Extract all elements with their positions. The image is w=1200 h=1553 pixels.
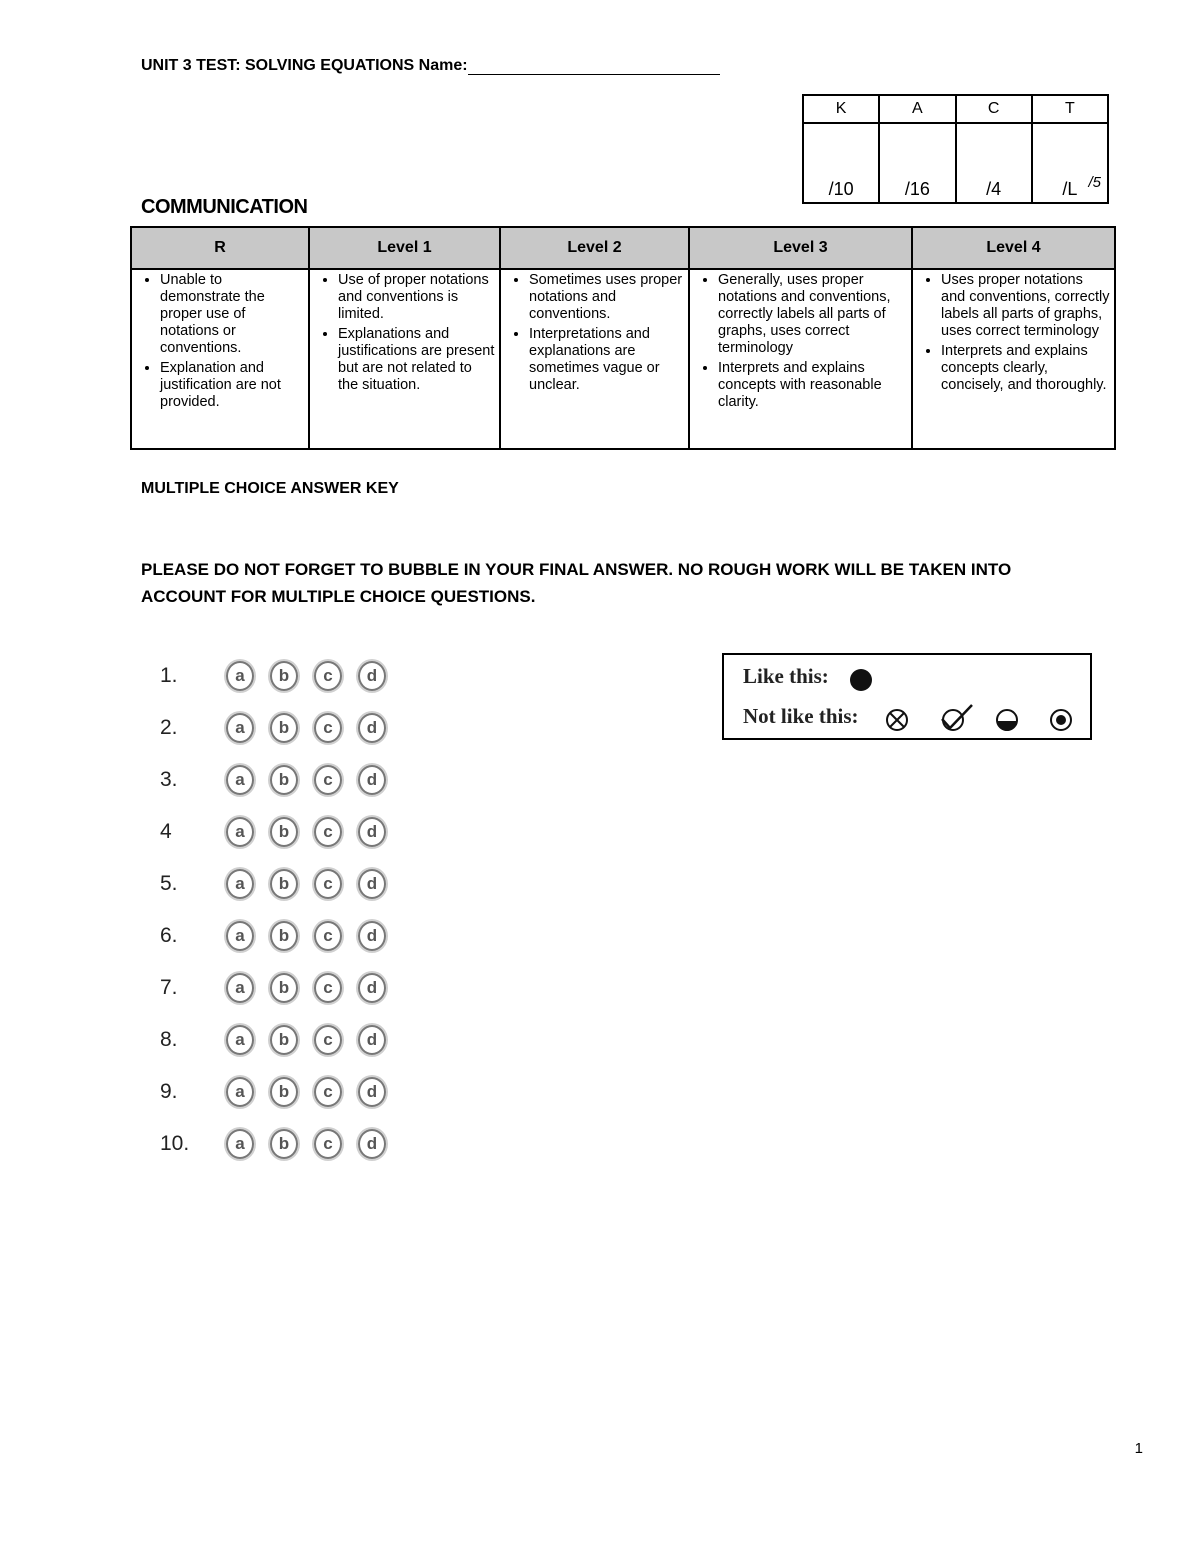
- answer-bubble-c[interactable]: c: [314, 713, 342, 743]
- answer-bubble-b[interactable]: b: [270, 713, 298, 743]
- score-cell-c: [956, 123, 1032, 203]
- answer-bubble-d[interactable]: d: [358, 817, 386, 847]
- question-row: [160, 814, 402, 850]
- answer-bubble-a[interactable]: a: [226, 765, 254, 795]
- answer-bubble-b[interactable]: b: [270, 1025, 298, 1055]
- name-field[interactable]: [468, 56, 720, 75]
- question-row: [160, 1022, 402, 1058]
- question-row: [160, 866, 402, 902]
- question-number: 5.: [160, 872, 178, 895]
- answer-bubble-b[interactable]: b: [270, 1129, 298, 1159]
- answer-bubble-d[interactable]: d: [358, 921, 386, 951]
- rubric-bullet: • Uses proper notations and conventions, correctly labels all parts of graphs, uses correct terminology: [941, 272, 1110, 340]
- like-this-label: Like this:: [743, 664, 829, 688]
- rubric-cell-level-4: [912, 269, 1115, 449]
- question-number: 9.: [160, 1080, 178, 1103]
- score-header-k: K: [803, 95, 879, 123]
- answer-bubble-c[interactable]: c: [314, 765, 342, 795]
- filled-bubble-icon: [848, 667, 874, 693]
- question-number: 2.: [160, 716, 178, 739]
- rubric-bullet: • Explanation and justification are not provided.: [160, 360, 304, 411]
- bubble-instructions: PLEASE DO NOT FORGET TO BUBBLE IN YOUR FINAL ANSWER. NO ROUGH WORK WILL BE TAKEN INTO ACCOUNT FOR MULTIPLE CHOICE QUESTIONS.: [141, 560, 1012, 606]
- answer-bubble-a[interactable]: a: [226, 973, 254, 1003]
- question-number: 4: [160, 820, 172, 843]
- answer-bubble-b[interactable]: b: [270, 661, 298, 691]
- page-number: 1: [1134, 1440, 1143, 1457]
- answer-bubble-a[interactable]: a: [226, 921, 254, 951]
- test-title: UNIT 3 TEST: SOLVING EQUATIONS: [141, 57, 415, 74]
- question-number: 3.: [160, 768, 178, 791]
- score-cell-t: [1032, 123, 1108, 203]
- score-total-c: /4: [986, 179, 1002, 199]
- answer-bubble-c[interactable]: c: [314, 1025, 342, 1055]
- rubric-bullet: • Explanations and justifications are present but are not related to the situation.: [338, 326, 495, 394]
- rubric-bullet: • Use of proper notations and conventions is limited.: [338, 272, 495, 323]
- question-number: 10.: [160, 1132, 190, 1155]
- rubric-bullet: • Interprets and explains concepts clearly, concisely, and thoroughly.: [941, 343, 1110, 394]
- answer-bubble-c[interactable]: c: [314, 973, 342, 1003]
- answer-bubble-b[interactable]: b: [270, 869, 298, 899]
- answer-bubble-d[interactable]: d: [358, 1025, 386, 1055]
- rubric-header-r: R: [131, 227, 309, 269]
- rubric-cell-level-3: [689, 269, 912, 449]
- score-cell-k: [803, 123, 879, 203]
- answer-bubble-d[interactable]: d: [358, 869, 386, 899]
- test-title-line: [141, 56, 720, 75]
- answer-bubble-d[interactable]: d: [358, 661, 386, 691]
- rubric-cell-level-2: [500, 269, 689, 449]
- answer-bubble-c[interactable]: c: [314, 1077, 342, 1107]
- answer-bubble-d[interactable]: d: [358, 765, 386, 795]
- rubric-header-level-3: Level 3: [689, 227, 912, 269]
- answer-bubble-a[interactable]: a: [226, 1025, 254, 1055]
- rubric-bullet: • Generally, uses proper notations and conventions, correctly labels all parts of graphs, uses correct terminology: [718, 272, 907, 357]
- score-total-k: /10: [828, 179, 854, 199]
- rubric-bullet: • Interprets and explains concepts with reasonable clarity.: [718, 360, 907, 411]
- half-filled-bubble-icon: [994, 707, 1020, 733]
- question-row: [160, 710, 402, 746]
- name-label: Name:: [418, 57, 468, 74]
- answer-bubble-a[interactable]: a: [226, 713, 254, 743]
- answer-bubble-d[interactable]: d: [358, 713, 386, 743]
- communication-rubric-table: [130, 226, 1116, 450]
- dotted-bubble-icon: [1048, 707, 1074, 733]
- answer-bubble-a[interactable]: a: [226, 1077, 254, 1107]
- answer-bubble-c[interactable]: c: [314, 921, 342, 951]
- rubric-bullet: • Sometimes uses proper notations and conventions.: [529, 272, 684, 323]
- question-number: 1.: [160, 664, 178, 687]
- bubble-example-box: [722, 653, 1092, 740]
- question-row: [160, 762, 402, 798]
- crossed-bubble-icon: [884, 707, 910, 733]
- handwritten-score-note: /5: [1088, 174, 1101, 191]
- rubric-header-level-2: Level 2: [500, 227, 689, 269]
- not-like-this-label: Not like this:: [743, 704, 859, 728]
- score-header-c: C: [956, 95, 1032, 123]
- score-header-t: T: [1032, 95, 1108, 123]
- rubric-bullet: • Interpretations and explanations are sometimes vague or unclear.: [529, 326, 684, 394]
- answer-bubble-b[interactable]: b: [270, 1077, 298, 1107]
- kact-score-table: [802, 94, 1109, 204]
- answer-bubble-c[interactable]: c: [314, 869, 342, 899]
- answer-bubble-c[interactable]: c: [314, 661, 342, 691]
- question-row: [160, 918, 402, 954]
- answer-bubble-c[interactable]: c: [314, 817, 342, 847]
- answer-bubble-b[interactable]: b: [270, 973, 298, 1003]
- communication-heading: COMMUNICATION: [141, 196, 308, 218]
- rubric-header-level-4: Level 4: [912, 227, 1115, 269]
- answer-bubble-b[interactable]: b: [270, 817, 298, 847]
- score-header-a: A: [879, 95, 955, 123]
- answer-bubble-d[interactable]: d: [358, 1077, 386, 1107]
- answer-bubble-b[interactable]: b: [270, 765, 298, 795]
- answer-bubble-a[interactable]: a: [226, 661, 254, 691]
- answer-bubble-a[interactable]: a: [226, 817, 254, 847]
- question-row: [160, 1074, 402, 1110]
- answer-bubble-d[interactable]: d: [358, 1129, 386, 1159]
- answer-bubble-c[interactable]: c: [314, 1129, 342, 1159]
- question-number: 6.: [160, 924, 178, 947]
- score-total-t: /L: [1062, 179, 1078, 199]
- question-row: [160, 1126, 402, 1162]
- score-cell-a: [879, 123, 955, 203]
- mc-answer-key-heading: MULTIPLE CHOICE ANSWER KEY: [141, 480, 399, 497]
- answer-bubble-a[interactable]: a: [226, 1129, 254, 1159]
- rubric-cell-level-1: [309, 269, 500, 449]
- rubric-cell-r: [131, 269, 309, 449]
- rubric-header-level-1: Level 1: [309, 227, 500, 269]
- question-number: 8.: [160, 1028, 178, 1051]
- checkmark-bubble-icon: [936, 701, 976, 735]
- rubric-bullet: • Unable to demonstrate the proper use of notations or conventions.: [160, 272, 304, 357]
- question-number: 7.: [160, 976, 178, 999]
- question-row: [160, 658, 402, 694]
- question-row: [160, 970, 402, 1006]
- answer-bubble-a[interactable]: a: [226, 869, 254, 899]
- answer-bubble-d[interactable]: d: [358, 973, 386, 1003]
- score-total-a: /16: [904, 179, 930, 199]
- answer-bubble-b[interactable]: b: [270, 921, 298, 951]
